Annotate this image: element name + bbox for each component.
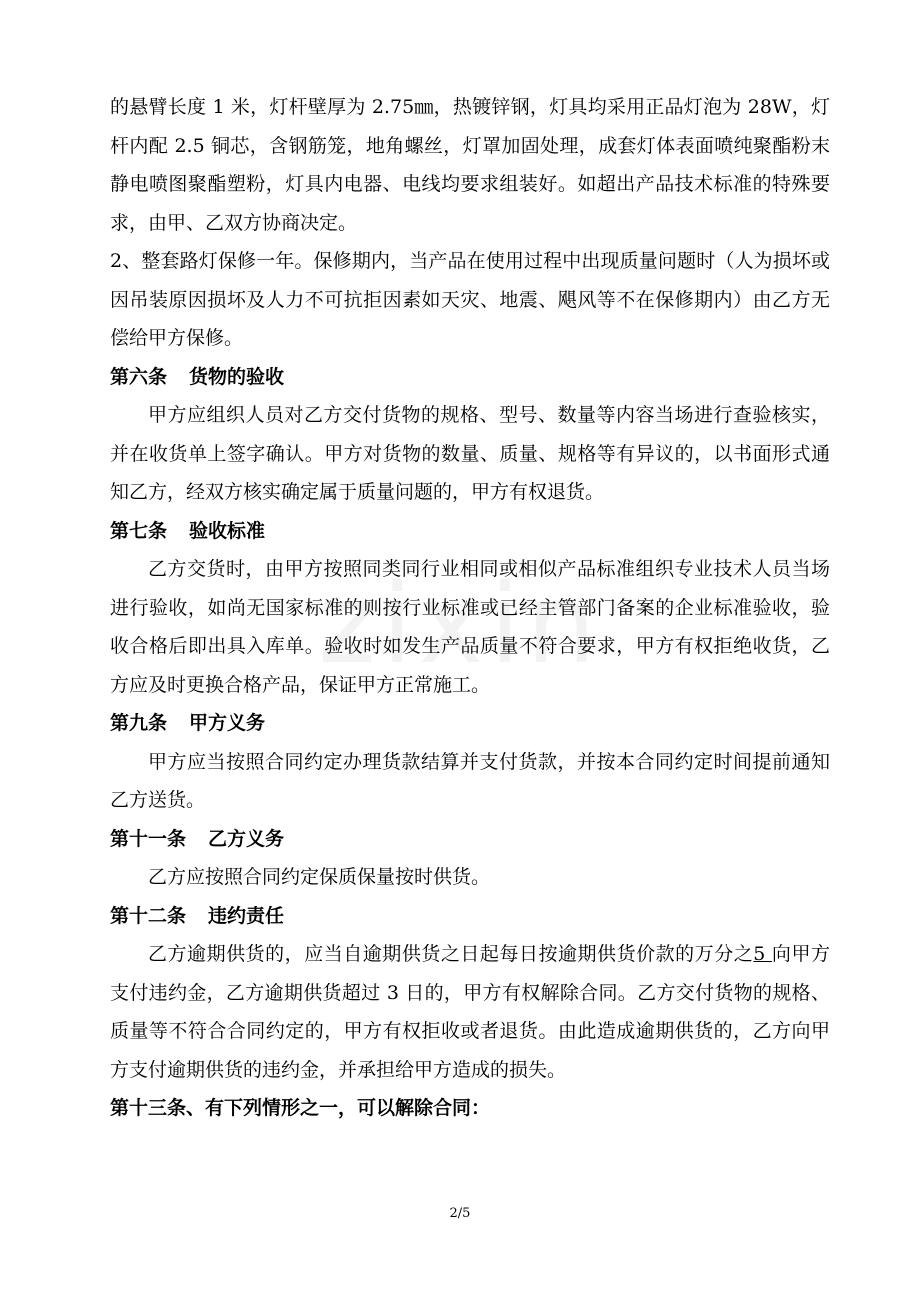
section-body-article-6: 甲方应组织人员对乙方交付货物的规格、型号、数量等内容当场进行查验核实，并在收货单上签字确认。甲方对货物的数量、质量、规格等有异议的，以书面形式通知乙方，经双方核实确定属于质量问题的，甲方有权退货。 [110,404,830,503]
document-page [110,88,830,1128]
paragraph-spec-continued: 的悬臂长度 1 米，灯杆壁厚为 2.75㎜，热镀锌钢，灯具均采用正品灯泡为 28W，灯杆内配 2.5 铜芯，含钢筋笼，地角螺丝，灯罩加固处理，成套灯体表面喷纯聚酯粉末静电喷图聚酯塑粉，灯具内电器、电线均要求组装好。如超出产品技术标准的特殊要求，由甲、乙双方协商决定。 [110,96,830,234]
page-number: 2/5 [449,1206,471,1221]
paragraph-warranty: 2、整套路灯保修一年。保修期内，当产品在使用过程中出现质量问题时（人为损坏或因吊装原因损坏及人力不可抗拒因素如天灾、地震、飓风等不在保修期内）由乙方无偿给甲方保修。 [110,250,830,349]
section-body-article-12: 乙方逾期供货的，应当自逾期供货之日起每日按逾期供货价款的万分之5 向甲方支付违约金，乙方逾期供货超过 3 日的，甲方有权解除合同。乙方交付货物的规格、质量等不符合合同约定的，甲方有权拒收或者退货。由此造成逾期供货的，乙方向甲方支付逾期供货的违约金，并承担给甲方造成的损失。 [110,943,830,1081]
section-heading-article-11: 第十一条 乙方义务 [110,827,285,850]
section-heading-article-13: 第十三条、有下列情形之一，可以解除合同： [110,1097,491,1119]
section-heading-article-12: 第十二条 违约责任 [110,904,285,927]
section-body-article-11: 乙方应按照合同约定保质保量按时供货。 [148,866,491,888]
section-heading-article-9: 第九条 甲方义务 [110,712,266,734]
section-body-article-9: 甲方应当按照合同约定办理货款结算并支付货款，并按本合同约定时间提前通知乙方送货。 [110,750,830,811]
section-heading-article-7: 第七条 验收标准 [110,519,266,542]
section-heading-article-6: 第六条 货物的验收 [110,365,285,388]
section-body-article-7: 乙方交货时，由甲方按照同类同行业相同或相似产品标准组织专业技术人员当场进行验收，如尚无国家标准的则按行业标准或已经主管部门备案的企业标准验收，验收合格后即出具入库单。验收时如发生产品质量不符合要求，甲方有权拒绝收货，乙方应及时更换合格产品，保证甲方正常施工。 [110,558,830,696]
penalty-rate-underlined: 5 [753,943,772,965]
